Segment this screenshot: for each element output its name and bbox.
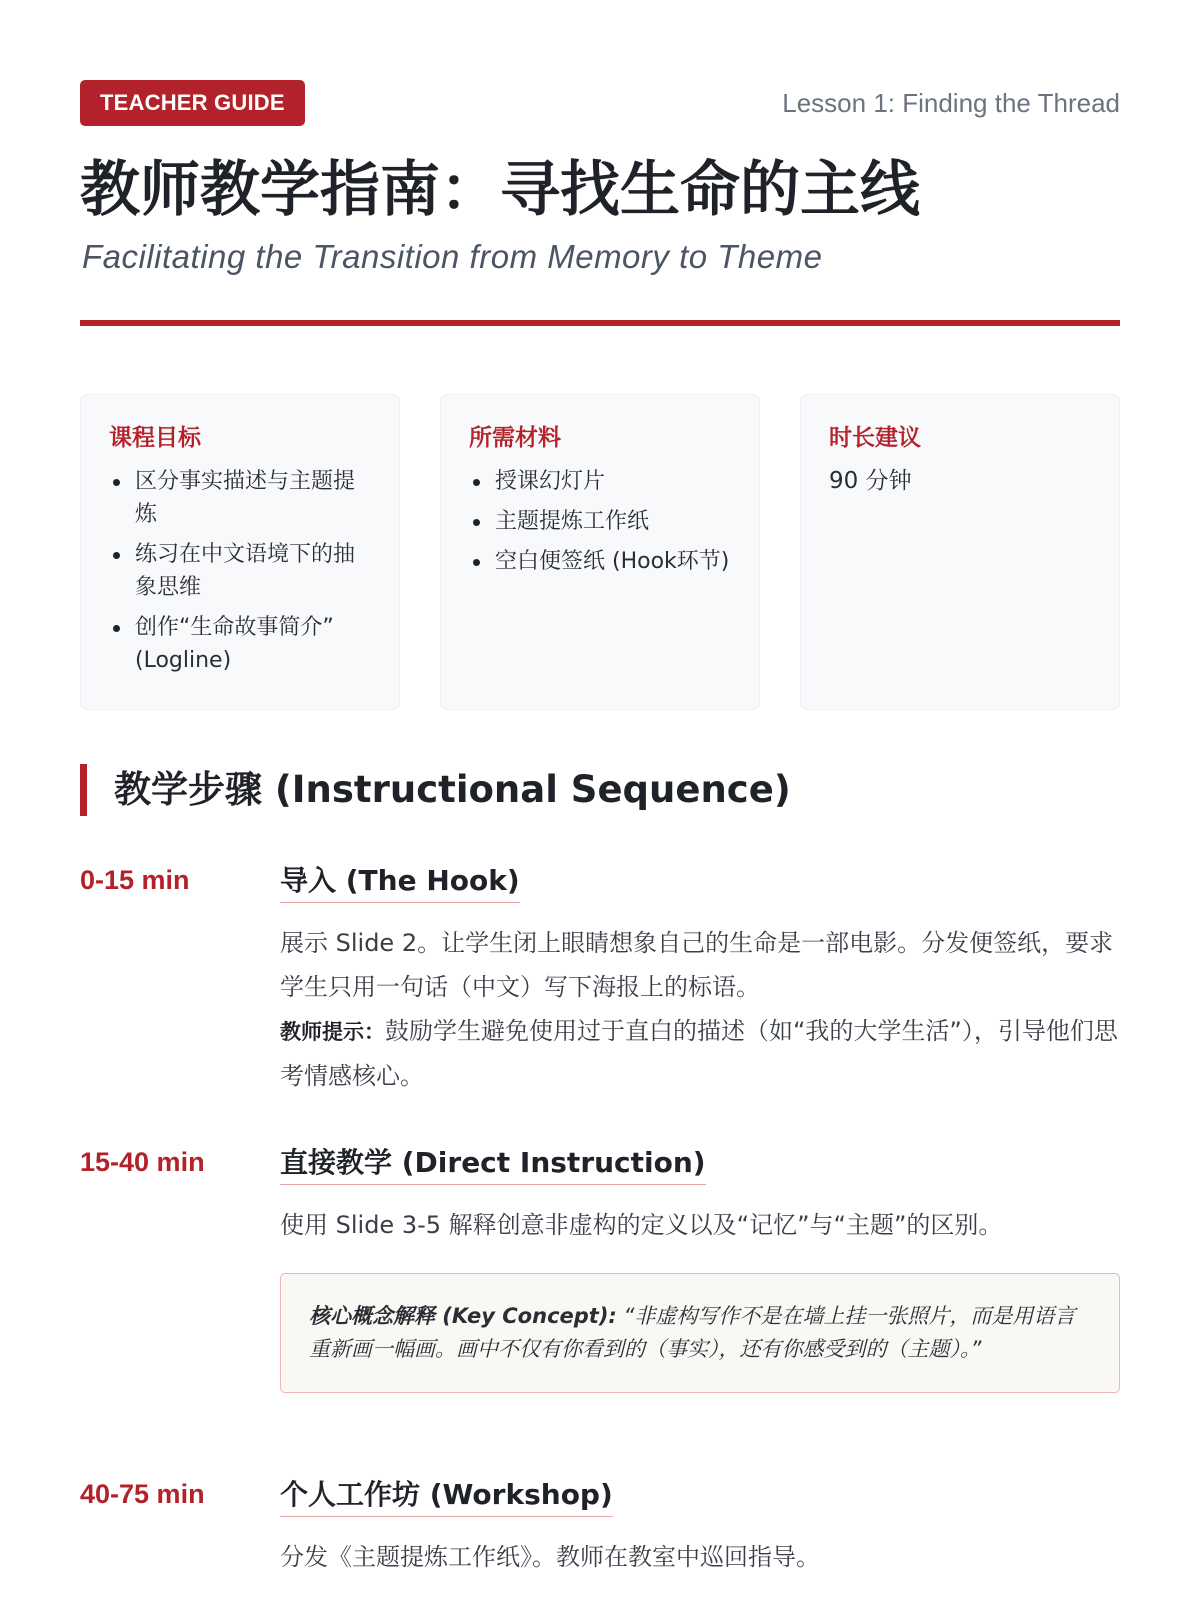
teacher-guide-badge: TEACHER GUIDE	[80, 80, 305, 126]
duration-card	[800, 394, 1120, 710]
section-heading	[80, 764, 1120, 816]
list-item: 空白便签纸 (Hook环节)	[495, 545, 733, 578]
step-body	[280, 1144, 1120, 1393]
step-description: 使用 Slide 3-5 解释创意非虚构的定义以及“记忆”与“主题”的区别。	[280, 1211, 1003, 1239]
duration-value: 90 分钟	[829, 468, 912, 494]
section-title: 教学步骤 (Instructional Sequence)	[114, 768, 791, 811]
list-item: 练习在中文语境下的抽象思维	[135, 538, 373, 604]
lesson-label: Lesson 1: Finding the Thread	[782, 88, 1120, 118]
list-item: 授课幻灯片	[495, 465, 733, 498]
step-time: 40-75 min	[80, 1479, 205, 1509]
objectives-card	[80, 394, 400, 710]
title-divider	[80, 320, 1120, 326]
step-title: 导入 (The Hook)	[280, 862, 520, 903]
materials-list	[469, 465, 733, 578]
page-title: 教师教学指南：寻找生命的主线	[80, 155, 920, 225]
step-description: 分发《主题提炼工作纸》。教师在教室中巡回指导。	[280, 1543, 820, 1571]
step-body	[280, 1476, 1120, 1579]
teacher-tip-label: 教师提示：	[280, 1020, 385, 1044]
list-item: 区分事实描述与主题提炼	[135, 465, 373, 531]
step-description: 展示 Slide 2。让学生闭上眼睛想象自己的生命是一部电影。分发便签纸，要求学生只用一句话（中文）写下海报上的标语。	[280, 929, 1114, 1001]
list-item: 主题提炼工作纸	[495, 505, 733, 538]
header	[80, 80, 1120, 128]
step-body	[280, 862, 1120, 1098]
step-title: 个人工作坊 (Workshop)	[280, 1476, 613, 1517]
materials-card-title: 所需材料	[469, 425, 561, 451]
step-title: 直接教学 (Direct Instruction)	[280, 1144, 706, 1185]
step-time: 0-15 min	[80, 865, 190, 895]
step-time: 15-40 min	[80, 1147, 205, 1177]
materials-card	[440, 394, 760, 710]
section-accent-bar	[80, 764, 87, 816]
duration-card-title: 时长建议	[829, 425, 921, 451]
teacher-tip	[280, 1009, 1120, 1098]
key-concept-text: “非虚构写作不是在墙上挂一张照片，而是用语言重新画一幅画。画中不仅有你看到的（事实），还有你感受到的（主题）。”	[309, 1304, 1076, 1361]
teacher-tip-text: 鼓励学生避免使用过于直白的描述（如“我的大学生活”），引导他们思考情感核心。	[280, 1017, 1118, 1090]
key-concept-callout	[280, 1273, 1120, 1393]
page-subtitle: Facilitating the Transition from Memory to Theme	[82, 238, 823, 275]
key-concept-label: 核心概念解释 (Key Concept):	[309, 1304, 617, 1328]
objectives-card-title: 课程目标	[109, 425, 201, 451]
info-cards	[80, 394, 1120, 710]
objectives-list	[109, 465, 373, 677]
list-item: 创作“生命故事简介” (Logline)	[135, 611, 373, 677]
